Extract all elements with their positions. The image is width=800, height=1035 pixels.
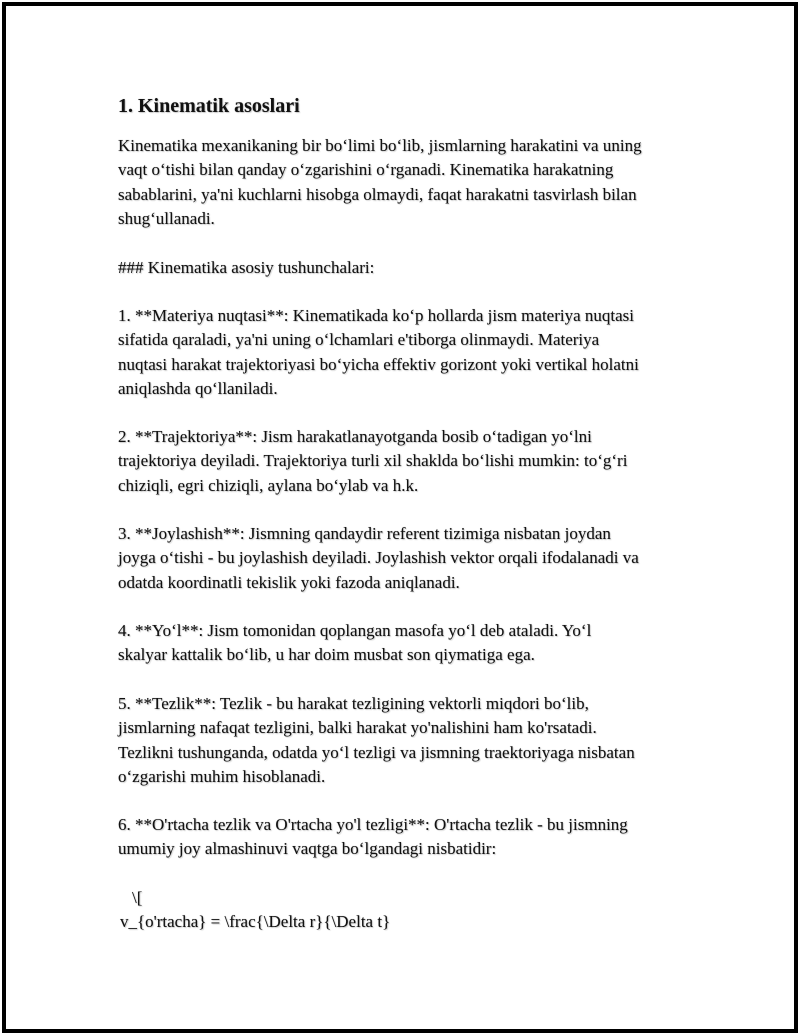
text-line: 5. **Tezlik**: Tezlik - bu harakat tezligining vektorli miqdori bo‘lib,	[118, 694, 589, 713]
text-line: ### Kinematika asosiy tushunchalari:	[118, 258, 375, 277]
text-line: nuqtasi harakat trajektoriyasi bo‘yicha effektiv gorizont yoki vertikal holatni	[118, 354, 639, 374]
text-line: skalyar kattalik bo‘lib, u har doim musbat son qiymatiga ega.	[118, 645, 535, 665]
list-item-5	[118, 692, 690, 789]
text-line: 3. **Joylashish**: Jismning qandaydir referent tizimiga nisbatan joydan	[118, 524, 611, 543]
text-line: umumiy joy almashinuvi vaqtga bo‘lgandagi nisbatidir:	[118, 839, 497, 859]
formula-expression: v_{o'rtacha} = \frac{\Delta r}{\Delta t}	[120, 912, 391, 931]
text-line: o‘zgarishi muhim hisoblanadi.	[118, 766, 326, 786]
list-item-3	[118, 522, 690, 595]
text-line: chiziqli, egri chiziqli, aylana bo‘ylab va h.k.	[118, 475, 419, 495]
text-line: 4. **Yo‘l**: Jism tomonidan qoplangan masofa yo‘l deb ataladi. Yo‘l	[118, 621, 592, 640]
text-line: aniqlashda qo‘llaniladi.	[118, 378, 278, 398]
text-line: odatda koordinatli tekislik yoki fazoda aniqlanadi.	[118, 572, 460, 592]
text-line: trajektoriya deyiladi. Trajektoriya turli xil shaklda bo‘lishi mumkin: to‘g‘ri	[118, 451, 628, 471]
text-line: 2. **Trajektoriya**: Jism harakatlanayotganda bosib o‘tadigan yo‘lni	[118, 427, 592, 446]
section-heading: 1. Kinematik asoslari	[118, 95, 300, 117]
text-line: sabablarini, ya'ni kuchlarni hisobga olmaydi, faqat harakatni tasvirlash bilan	[118, 184, 637, 204]
text-line: Tezlikni tushunganda, odatda yo‘l tezligi va jismning traektoriyaga nisbatan	[118, 742, 635, 762]
text-line: shug‘ullanadi.	[118, 208, 215, 228]
list-item-4	[118, 619, 690, 668]
list-item-6	[118, 813, 690, 862]
text-line: 6. **O'rtacha tezlik va O'rtacha yo'l tezligi**: O'rtacha tezlik - bu jismning	[118, 815, 628, 834]
text-line: jismlarning nafaqat tezligini, balki harakat yo'nalishini ham ko'rsatadi.	[118, 718, 597, 738]
text-line: 1. **Materiya nuqtasi**: Kinematikada ko‘p hollarda jism materiya nuqtasi	[118, 306, 635, 325]
text-line: vaqt o‘tishi bilan qanday o‘zgarishini o‘rganadi. Kinematika harakatning	[118, 160, 614, 180]
text-line: sifatida qaraladi, ya'ni uning o‘lchamlari e'tiborga olinmaydi. Materiya	[118, 330, 600, 350]
list-item-1	[118, 304, 690, 401]
text-line: joyga o‘tishi - bu joylashish deyiladi. Joylashish vektor orqali ifodalanadi va	[118, 548, 639, 568]
intro-paragraph	[118, 134, 690, 231]
subheading-paragraph	[118, 256, 690, 280]
text-line: Kinematika mexanikaning bir bo‘limi bo‘lib, jismlarning harakatini va uning	[118, 136, 642, 155]
formula-open-delimiter: \[	[132, 888, 143, 907]
list-item-2	[118, 425, 690, 498]
